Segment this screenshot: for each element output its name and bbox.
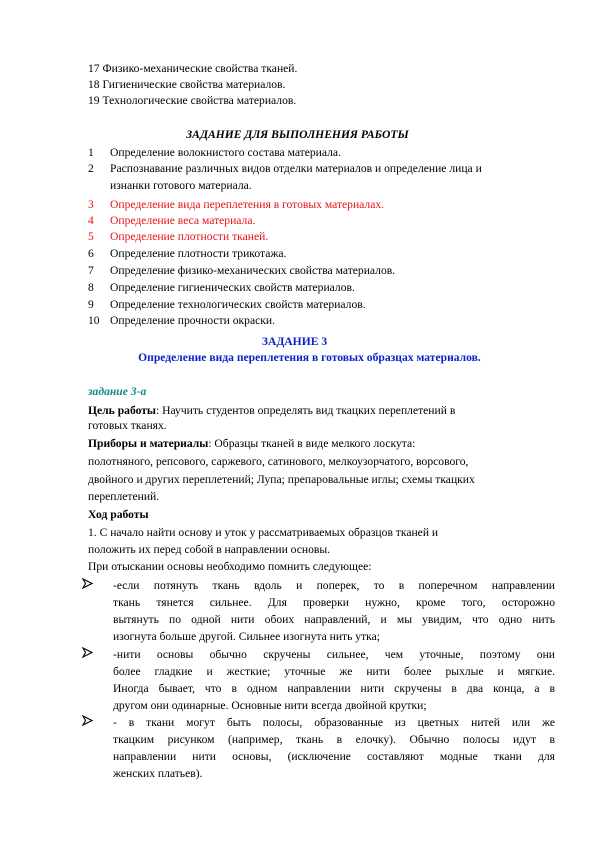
arrow-bullet-icon: [82, 715, 93, 729]
task-item-number: 10: [88, 314, 100, 327]
procedure-step1-line1: 1. С начало найти основу и уток у рассматриваемых образцов тканей и: [88, 526, 439, 539]
list-item-18: 18 Гигиенические свойства материалов.: [88, 78, 286, 91]
task-item-text: Распознавание различных видов отделки материалов и определение лица и: [110, 162, 482, 175]
bullet-line: Иногда бывает, что в одном направлении нити скручены в два конца, а в: [113, 682, 555, 695]
arrow-bullet-icon: [82, 647, 93, 661]
task-item: [88, 162, 482, 176]
task-item-number: 1: [88, 146, 94, 159]
tools-label: Приборы и материалы: [88, 437, 209, 450]
task-item-text: изнанки готового материала.: [110, 179, 252, 192]
task-item-text: Определение плотности трикотажа.: [110, 247, 287, 260]
task-item-text: Определение плотности тканей.: [110, 230, 269, 243]
bullet-line: -если потянуть ткань вдоль и поперек, то в поперечном направлении: [113, 579, 555, 592]
task-item: [88, 298, 366, 312]
bullet-line: женских платьев).: [113, 767, 203, 780]
task-item: [88, 179, 252, 193]
task-item-number: 6: [88, 247, 94, 260]
bullet-line: -нити основы обычно скручены сильнее, чем уточные, поэтому они: [113, 648, 555, 661]
assignment-title: ЗАДАНИЕ 3: [261, 335, 328, 348]
goal-label: Цель работы: [88, 404, 156, 417]
task-item-text: Определение гигиенических свойств материалов.: [110, 281, 355, 294]
bullet-line: изогнута больше другой. Сильнее изогнута нить утка;: [113, 630, 380, 643]
task-item-number: 2: [88, 162, 94, 175]
task-item-text: Определение технологических свойств материалов.: [110, 298, 366, 311]
procedure-label: Ход работы: [88, 508, 149, 521]
bullet-line: ткань тянется сильнее. Для проверки нужно, кроме того, осторожно: [113, 596, 555, 609]
task-item: [88, 230, 268, 244]
task-item-number: 7: [88, 264, 94, 277]
task-item: [88, 281, 355, 295]
task-heading: ЗАДАНИЕ ДЛЯ ВЫПОЛНЕНИЯ РАБОТЫ: [186, 128, 409, 141]
task-item: [88, 146, 341, 160]
task-item: [88, 314, 275, 328]
procedure-intro: При отыскании основы необходимо помнить следующее:: [88, 560, 372, 573]
task-item-text: Определение прочности окраски.: [110, 314, 275, 327]
task-item-text: Определение волокнистого состава материала.: [110, 146, 341, 159]
tools-text-1: : Образцы тканей в виде мелкого лоскута:: [208, 437, 416, 450]
goal-paragraph: [88, 402, 555, 420]
task-item-number: 3: [88, 198, 94, 211]
task-item: [88, 247, 286, 261]
tools-text-4: переплетений.: [88, 490, 160, 503]
task-item: [88, 264, 395, 278]
list-item-17: 17 Физико-механические свойства тканей.: [88, 62, 298, 75]
assignment-subtitle: Определение вида переплетения в готовых образцах материалов.: [138, 351, 481, 364]
bullet-line: вытянуть по одной нити обоих направлений, и мы увидим, что одно нить: [113, 613, 555, 626]
task-item-text: Определение веса материала.: [110, 214, 256, 227]
subtask-label: задание 3-а: [88, 385, 147, 398]
goal-text-1: : Научить студентов определять вид ткацких переплетений в: [155, 404, 456, 417]
task-item: [88, 214, 255, 228]
procedure-step1-line2: положить их перед собой в направлении основы.: [88, 543, 331, 556]
list-item-19: 19 Технологические свойства материалов.: [88, 94, 297, 107]
task-item: [88, 198, 384, 212]
task-item-text: Определение вида переплетения в готовых материалах.: [110, 198, 385, 211]
bullet-line: более гладкие и жесткие; уточные же нити более рыхлые и мягкие.: [113, 665, 555, 678]
arrow-bullet-icon: [82, 578, 93, 592]
task-item-number: 4: [88, 214, 94, 227]
tools-text-2: полотняного, репсового, саржевого, сатинового, мелкоузорчатого, ворсового,: [88, 455, 469, 468]
bullet-line: другом они одинарные. Основные нити всегда двойной крутки;: [113, 699, 427, 712]
goal-text-2: готовых тканях.: [88, 419, 167, 432]
task-item-number: 8: [88, 281, 94, 294]
bullet-line: - в ткани могут быть полосы, образованные из цветных нитей или же: [113, 716, 555, 729]
bullet-line: ткацким рисунком (например, ткань в елочку). Обычно полосы идут в: [113, 733, 555, 746]
tools-text-3: двойного и других переплетений; Лупа; препаровальные иглы; схемы ткацких: [88, 473, 475, 486]
bullet-line: направлении нити основы, (исключение составляют модные ткани для: [113, 750, 555, 763]
task-item-number: 9: [88, 298, 94, 311]
task-item-text: Определение физико-механических свойства материалов.: [110, 264, 396, 277]
tools-line-1: [88, 437, 555, 451]
task-item-number: 5: [88, 230, 94, 243]
